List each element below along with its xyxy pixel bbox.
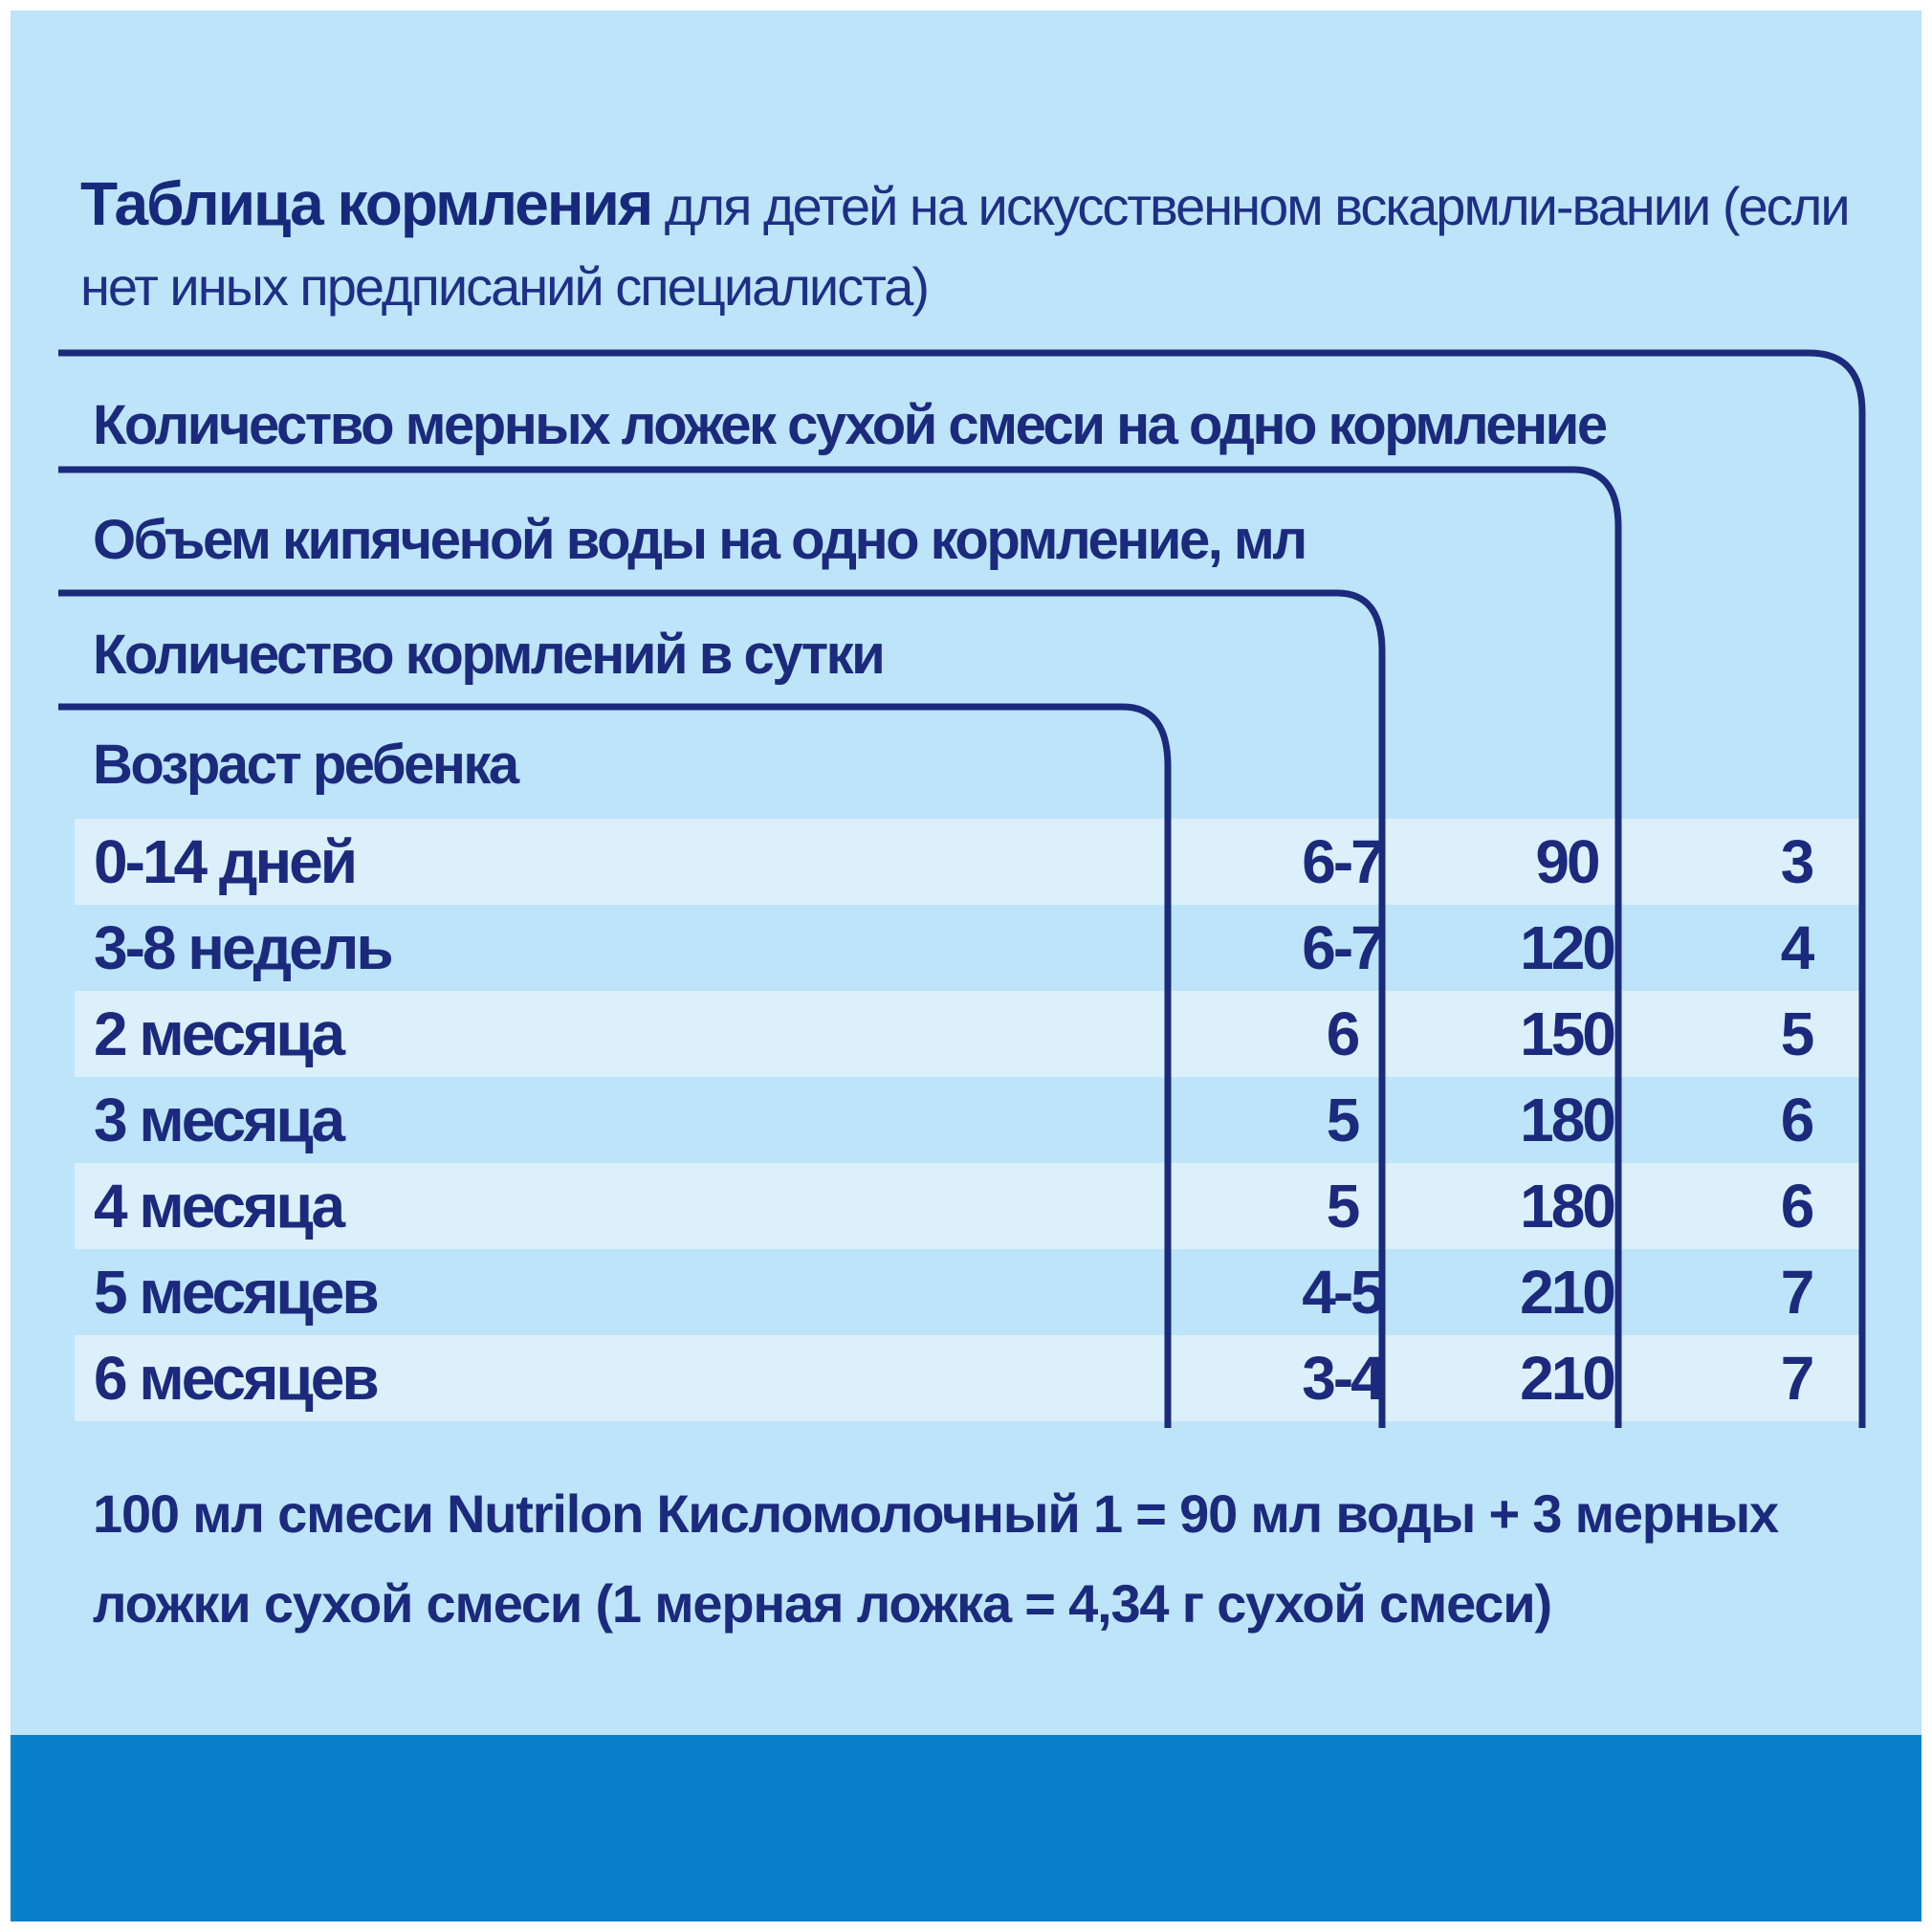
feedings-cell: 6-7 (1302, 913, 1382, 982)
water-cell: 120 (1520, 913, 1614, 982)
title-bold: Таблица кормления (80, 169, 652, 238)
scoops-cell: 7 (1780, 1258, 1812, 1327)
age-cell: 6 месяцев (94, 1344, 377, 1413)
age-cell: 3-8 недель (94, 913, 391, 982)
scoops-cell: 4 (1780, 913, 1812, 982)
age-cell: 4 месяца (94, 1172, 343, 1240)
feedings-cell: 5 (1326, 1172, 1358, 1240)
footnote: 100 мл смеси Nutrilon Кисломолочный 1 = 90 мл воды + 3 мерных ложки сухой смеси (1 мерная ложка = 4,34 г сухой смеси) (93, 1483, 1778, 1634)
bracket-line-feedings (58, 593, 1382, 1428)
water-cell: 150 (1520, 999, 1614, 1068)
feeding-table-panel (11, 11, 1921, 1921)
feedings-cell: 5 (1326, 1086, 1358, 1154)
scoops-cell: 7 (1780, 1344, 1812, 1413)
water-cell: 180 (1520, 1172, 1614, 1240)
age-cell: 0-14 дней (94, 827, 356, 896)
header-scoops: Количество мерных ложек сухой смеси на одно кормление (93, 394, 1606, 456)
feedings-cell: 6 (1326, 999, 1358, 1068)
header-feedings: Количество кормлений в сутки (93, 624, 884, 686)
header-age: Возраст ребенка (93, 734, 517, 796)
title-rest: для детей на искусственном вскармли-вании (если нет иных предписаний специалиста) (80, 176, 1849, 317)
scoops-cell: 6 (1780, 1086, 1812, 1154)
scoops-cell: 3 (1780, 827, 1812, 896)
water-cell: 90 (1535, 827, 1598, 896)
feedings-cell: 4-5 (1302, 1258, 1382, 1327)
scoops-cell: 6 (1780, 1172, 1812, 1240)
bottom-band (11, 1735, 1921, 1921)
water-cell: 210 (1520, 1258, 1614, 1327)
water-cell: 180 (1520, 1086, 1614, 1154)
water-cell: 210 (1520, 1344, 1614, 1413)
age-cell: 2 месяца (94, 999, 343, 1068)
age-cell: 3 месяца (94, 1086, 343, 1154)
feedings-cell: 3-4 (1302, 1344, 1382, 1413)
bracket-line-age (58, 707, 1168, 1428)
header-water: Объем кипяченой воды на одно кормление, мл (93, 509, 1306, 571)
age-cell: 5 месяцев (94, 1258, 377, 1327)
scoops-cell: 5 (1780, 999, 1812, 1068)
feedings-cell: 6-7 (1302, 827, 1382, 896)
